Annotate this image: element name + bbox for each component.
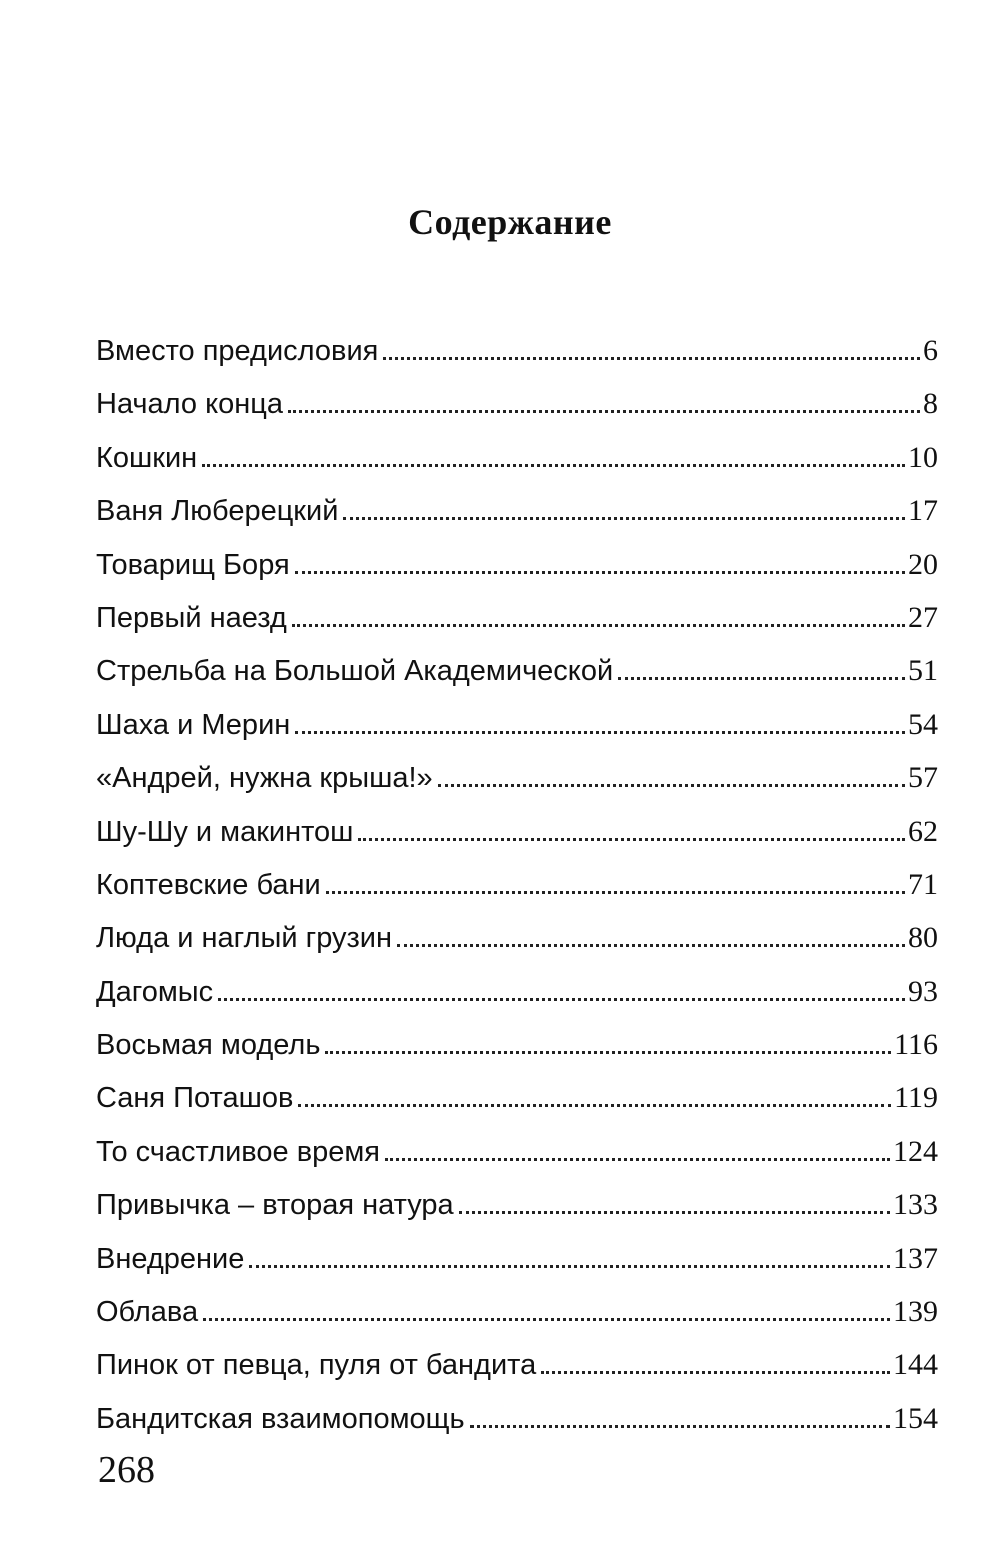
toc-entry-page: 51 <box>908 654 938 688</box>
dot-leader <box>249 1265 890 1268</box>
toc-entry[interactable] <box>96 1081 938 1134</box>
toc-entry[interactable] <box>96 815 938 868</box>
toc-entry[interactable] <box>96 1242 938 1295</box>
dot-leader <box>397 944 905 947</box>
toc-entry-page: 17 <box>908 494 938 528</box>
dot-leader <box>385 1158 890 1161</box>
toc-entry-page: 6 <box>923 334 938 367</box>
toc-entry-title: Начало конца <box>96 388 283 421</box>
toc-entry[interactable] <box>96 921 938 974</box>
toc-entry-page: 116 <box>894 1028 938 1062</box>
page-number: 268 <box>98 1449 155 1491</box>
toc-entry-title: Коптевские бани <box>96 868 321 901</box>
dot-leader <box>618 677 905 680</box>
toc-entry[interactable] <box>96 334 938 387</box>
dot-leader <box>383 357 920 360</box>
dot-leader <box>202 464 905 467</box>
toc-entry-page: 137 <box>893 1241 938 1275</box>
toc-entry-page: 8 <box>923 387 938 421</box>
toc-entry-title: Внедрение <box>96 1242 245 1275</box>
toc-entry-page: 154 <box>893 1401 938 1435</box>
toc-entry[interactable] <box>96 868 938 921</box>
toc-entry-page: 124 <box>893 1134 938 1168</box>
toc-entry-page: 119 <box>894 1081 938 1115</box>
toc-entry-page: 10 <box>908 440 938 474</box>
toc-entry-page: 54 <box>908 707 938 741</box>
toc-entry-title: Пинок от певца, пуля от бандита <box>96 1349 537 1382</box>
toc-entry-title: Стрельба на Большой Академической <box>96 655 614 688</box>
toc-entry[interactable] <box>96 1188 938 1241</box>
toc-entry-page: 57 <box>908 761 938 795</box>
toc-entry[interactable] <box>96 601 938 654</box>
toc-entry[interactable] <box>96 761 938 814</box>
dot-leader <box>326 891 905 894</box>
toc-entry-title: Вместо предисловия <box>96 335 379 367</box>
dot-leader <box>343 517 905 520</box>
dot-leader <box>298 1104 891 1107</box>
toc-entry[interactable] <box>96 548 938 601</box>
toc-entry-title: «Андрей, нужна крыша!» <box>96 762 433 795</box>
toc-entry[interactable] <box>96 1028 938 1081</box>
toc-entry-title: Товарищ Боря <box>96 548 290 581</box>
page-title: Содержание <box>408 202 612 242</box>
toc-entry[interactable] <box>96 975 938 1028</box>
toc-entry-title: Шу-Шу и макинтош <box>96 815 354 848</box>
dot-leader <box>459 1211 890 1214</box>
dot-leader <box>541 1371 890 1374</box>
dot-leader <box>292 624 905 627</box>
toc-entry-title: Восьмая модель <box>96 1029 321 1062</box>
toc-entry[interactable] <box>96 441 938 494</box>
toc-entry-title: Саня Поташов <box>96 1082 294 1115</box>
dot-leader <box>288 410 920 413</box>
toc-entry-title: Люда и наглый грузин <box>96 922 393 955</box>
toc-entry-page: 62 <box>908 814 938 848</box>
dot-leader <box>358 838 905 841</box>
toc-entry[interactable] <box>96 387 938 440</box>
toc-entry[interactable] <box>96 708 938 761</box>
dot-leader <box>295 731 905 734</box>
toc-entry-title: Первый наезд <box>96 601 287 634</box>
toc-entry-page: 80 <box>908 921 938 955</box>
toc-entry-page: 27 <box>908 600 938 634</box>
table-of-contents <box>96 334 938 1455</box>
toc-entry-page: 139 <box>893 1295 938 1329</box>
toc-entry-title: Дагомыс <box>96 975 214 1008</box>
toc-entry[interactable] <box>96 1295 938 1348</box>
toc-entry[interactable] <box>96 494 938 547</box>
toc-entry-title: Бандитская взаимопомощь <box>96 1402 465 1435</box>
toc-entry-title: Облава <box>96 1296 199 1329</box>
toc-entry-title: Кошкин <box>96 441 198 474</box>
dot-leader <box>325 1051 891 1054</box>
dot-leader <box>218 998 905 1001</box>
toc-entry-title: То счастливое время <box>96 1135 381 1168</box>
dot-leader <box>203 1318 890 1321</box>
toc-entry-page: 133 <box>893 1188 938 1222</box>
toc-entry-page: 71 <box>908 867 938 901</box>
dot-leader <box>295 571 905 574</box>
toc-entry[interactable] <box>96 654 938 707</box>
toc-entry-page: 20 <box>908 547 938 581</box>
dot-leader <box>470 1425 890 1428</box>
toc-entry-page: 93 <box>908 974 938 1008</box>
dot-leader <box>438 784 905 787</box>
toc-entry-title: Привычка – вторая натура <box>96 1189 454 1222</box>
toc-entry-page: 144 <box>893 1348 938 1382</box>
toc-entry[interactable] <box>96 1348 938 1401</box>
toc-entry-title: Шаха и Мерин <box>96 708 291 741</box>
toc-entry[interactable] <box>96 1402 938 1455</box>
toc-entry[interactable] <box>96 1135 938 1188</box>
toc-entry-title: Ваня Люберецкий <box>96 495 339 528</box>
